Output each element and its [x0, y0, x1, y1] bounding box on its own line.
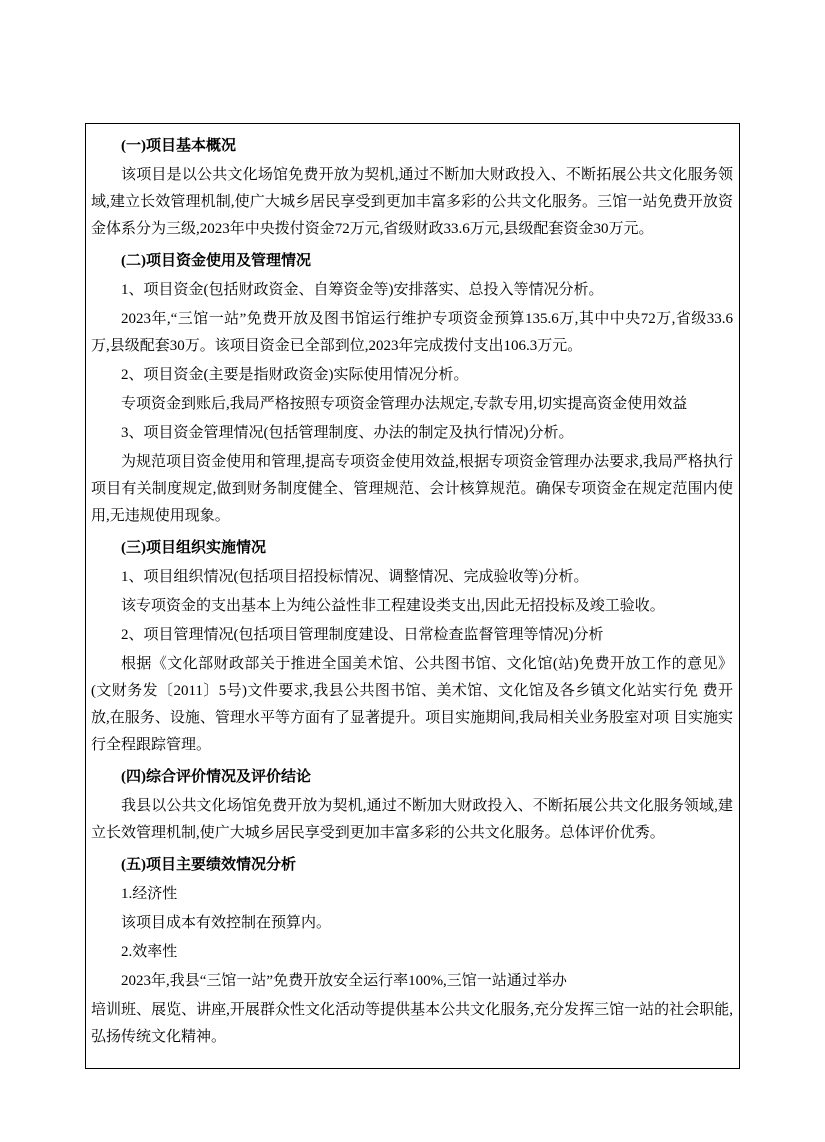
section-heading: (二)项目资金使用及管理情况 — [121, 253, 311, 269]
section-heading: (五)项目主要绩效情况分析 — [121, 857, 296, 873]
paragraph: 我县以公共文化场馆免费开放为契机,通过不断加大财政投入、不断拓展公共文化服务领域,建立长效管理机制,使广大城乡居民享受到更加丰富多彩的公共文化服务。总体评价优秀。 — [91, 798, 733, 841]
paragraph: 2、项目管理情况(包括项目管理制度建设、日常检查监督管理等情况)分析 — [121, 627, 604, 643]
section-heading: (三)项目组织实施情况 — [121, 540, 266, 556]
paragraph: 3、项目资金管理情况(包括管理制度、办法的制定及执行情况)分析。 — [121, 425, 574, 441]
paragraph: 2.效率性 — [121, 944, 178, 960]
paragraph: 专项资金到账后,我局严格按照专项资金管理办法规定,专款专用,切实提高资金使用效益 — [121, 396, 688, 412]
paragraph: 1、项目资金(包括财政资金、自筹资金等)安排落实、总投入等情况分析。 — [121, 282, 604, 298]
report-content-cell — [85, 123, 740, 1069]
paragraph: 培训班、展览、讲座,开展群众性文化活动等提供基本公共文化服务,充分发挥三馆一站的社会职能,弘扬传统文化精神。 — [91, 1002, 733, 1045]
paragraph: 2023年,我县“三馆一站”免费开放安全运行率100%,三馆一站通过举办 — [121, 973, 567, 989]
paragraph: 该项目成本有效控制在预算内。 — [121, 915, 332, 931]
section-heading: (一)项目基本概况 — [121, 138, 236, 154]
paragraph: 该专项资金的支出基本上为纯公益性非工程建设类支出,因此无招投标及竣工验收。 — [121, 598, 665, 614]
paragraph: 1.经济性 — [121, 886, 178, 902]
paragraph: 2023年,“三馆一站”免费开放及图书馆运行维护专项资金预算135.6万,其中中央72万,省级33.6万,县级配套30万。该项目资金已全部到位,2023年完成拨付支出106.3万元。 — [91, 311, 733, 354]
paragraph: 2、项目资金(主要是指财政资金)实际使用情况分析。 — [121, 367, 469, 383]
section-heading: (四)综合评价情况及评价结论 — [121, 769, 311, 785]
paragraph: 为规范项目资金使用和管理,提高专项资金使用效益,根据专项资金管理办法要求,我局严格执行项目有关制度规定,做到财务制度健全、管理规范、会计核算规范。确保专项资金在规定范围内使用,无违规使用现象。 — [91, 454, 733, 524]
paragraph: 1、项目组织情况(包括项目招投标情况、调整情况、完成验收等)分析。 — [121, 569, 589, 585]
paragraph: 根据《文化部财政部关于推进全国美术馆、公共图书馆、文化馆(站)免费开放工作的意见》 (文财务发〔2011〕5号)文件要求,我县公共图书馆、美术馆、文化馆及各乡镇文化站实行免 费开放,在服务、设施、管理水平等方面有了显著提升。项目实施期间,我局相关业务股室对项 目实施实行全程跟踪管理。 — [91, 656, 733, 753]
paragraph: 该项目是以公共文化场馆免费开放为契机,通过不断加大财政投入、不断拓展公共文化服务领域,建立长效管理机制,使广大城乡居民享受到更加丰富多彩的公共文化服务。三馆一站免费开放资金体系分为三级,2023年中央拨付资金72万元,省级财政33.6万元,县级配套资金30万元。 — [91, 167, 733, 237]
